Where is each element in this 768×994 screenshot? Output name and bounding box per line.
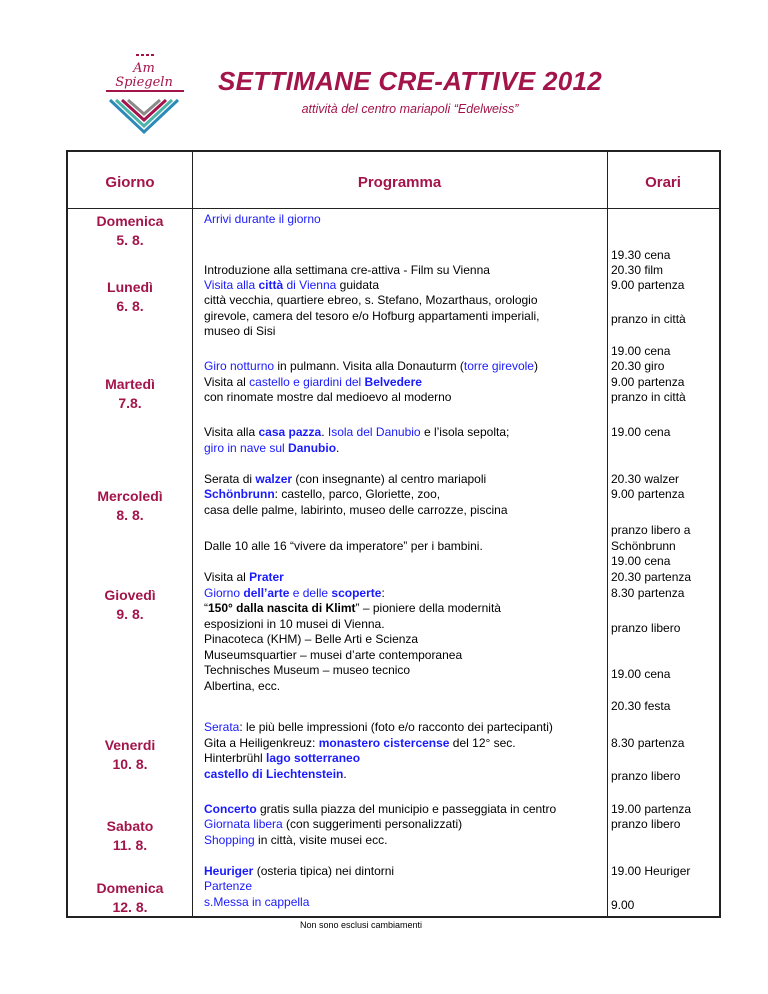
time-line: 8.30 partenza <box>611 736 685 750</box>
time-line: pranzo in città <box>611 312 686 326</box>
time-line: 20.30 walzer <box>611 472 680 486</box>
program-line: museo di Sisi <box>204 324 276 338</box>
program-line: Visita alla casa pazza. Isola del Danubio e l’isola sepolta; <box>204 425 510 439</box>
day-cell: Mercoledì 8. 8. <box>97 488 163 523</box>
time-line: 19.30 cena <box>611 248 671 262</box>
time-line: 9.00 partenza <box>611 375 685 389</box>
time-line: 19.00 cena <box>611 344 671 358</box>
time-line: Schönbrunn <box>611 539 676 553</box>
day-cell: Sabato 11. 8. <box>106 818 154 853</box>
time-line: pranzo libero <box>611 769 681 783</box>
program-line: Gita a Heiligenkreuz: monastero cistercense del 12° sec. <box>204 736 516 750</box>
time-line: 20.30 festa <box>611 699 671 713</box>
program-line: con rinomate mostre dal medioevo al moderno <box>204 390 452 404</box>
program-line: Schönbrunn: castello, parco, Gloriette, zoo, <box>204 487 441 501</box>
day-cell: Domenica 12. 8. <box>96 880 164 915</box>
time-line: 20.30 giro <box>611 359 665 373</box>
program-line: castello di Liechtenstein. <box>204 767 347 781</box>
program-line: s.Messa in cappella <box>204 895 310 909</box>
program-line: Concerto gratis sulla piazza del municipio e passeggiata in centro <box>204 802 557 816</box>
program-line: girevole, camera del tesoro e/o Hofburg appartamenti imperiali, <box>204 309 540 323</box>
program-line: Serata: le più belle impressioni (foto e/o racconto dei partecipanti) <box>204 720 553 734</box>
am-spiegeln-logo <box>96 50 206 136</box>
program-line: Albertina, ecc. <box>204 679 281 693</box>
program-line: Serata di walzer (con insegnante) al centro mariapoli <box>204 472 487 486</box>
time-line: pranzo libero a <box>611 523 691 537</box>
day-cell: Lunedì 6. 8. <box>107 279 153 314</box>
program-line: Visita al Prater <box>204 570 284 584</box>
program-line: Giro notturno in pulmann. Visita alla Donauturm (torre girevole) <box>204 359 538 373</box>
day-cell: Martedì 7.8. <box>105 376 155 411</box>
program-line: Shopping in città, visite musei ecc. <box>204 833 388 847</box>
footer-note: Non sono esclusi cambiamenti <box>300 920 423 930</box>
time-line: pranzo in città <box>611 390 686 404</box>
page-title: SETTIMANE CRE-ATTIVE 2012 <box>217 66 603 96</box>
time-line: 20.30 film <box>611 263 664 277</box>
time-line: 9.00 partenza <box>611 278 685 292</box>
time-line: 9.00 partenza <box>611 487 685 501</box>
time-line: 19.00 partenza <box>611 802 692 816</box>
time-line: 19.00 Heuriger <box>611 864 691 878</box>
program-line: Dalle 10 alle 16 “vivere da imperatore” per i bambini. <box>204 539 483 553</box>
header-divider <box>68 208 719 209</box>
header-day: Giorno <box>105 174 155 191</box>
program-line: Visita al castello e giardini del Belvedere <box>204 375 422 389</box>
program-line: giro in nave sul Danubio. <box>204 441 340 455</box>
time-line: 8.30 partenza <box>611 586 685 600</box>
program-line: città vecchia, quartiere ebreo, s. Stefano, Mozarthaus, orologio <box>204 293 538 307</box>
program-line: Arrivi durante il giorno <box>204 212 321 226</box>
program-line: Giornata libera (con suggerimenti personalizzati) <box>204 817 463 831</box>
time-line: pranzo libero <box>611 817 681 831</box>
svg-text:Am: Am <box>133 61 155 76</box>
column-divider <box>192 152 193 916</box>
program-line: Partenze <box>204 879 253 893</box>
schedule-table <box>66 150 721 918</box>
time-line: 19.00 cena <box>611 554 671 568</box>
program-line: Museumsquartier – musei d’arte contemporanea <box>204 648 463 662</box>
day-cell: Domenica 5. 8. <box>96 213 164 248</box>
header-program: Programma <box>357 174 442 191</box>
header-time: Orari <box>645 174 681 191</box>
time-line: 19.00 cena <box>611 667 671 681</box>
program-line: esposizioni in 10 musei di Vienna. <box>204 617 385 631</box>
time-line: 20.30 partenza <box>611 570 692 584</box>
program-line: Giorno dell’arte e delle scoperte: <box>204 586 385 600</box>
column-divider <box>607 152 608 916</box>
program-line: Hinterbrühl lago sotterraneo <box>204 751 361 765</box>
time-line: 19.00 cena <box>611 425 671 439</box>
time-line: 9.00 <box>611 898 635 912</box>
program-line: Pinacoteca (KHM) – Belle Arti e Scienza <box>204 632 419 646</box>
page-subtitle: attività del centro mariapoli “Edelweiss” <box>301 102 519 116</box>
time-line: pranzo libero <box>611 621 681 635</box>
svg-text:Spiegeln: Spiegeln <box>115 75 173 90</box>
program-line: Introduzione alla settimana cre-attiva - Film su Vienna <box>204 263 490 277</box>
day-cell: Giovedì 9. 8. <box>104 587 156 622</box>
program-line: casa delle palme, labirinto, museo delle carrozze, piscina <box>204 503 508 517</box>
program-line: Visita alla città di Vienna guidata <box>204 278 380 292</box>
program-line: Heuriger (osteria tipica) nei dintorni <box>204 864 395 878</box>
day-cell: Venerdi 10. 8. <box>104 737 156 772</box>
program-line: “150° dalla nascita di Klimt” – pioniere della modernità <box>204 601 501 615</box>
program-line: Technisches Museum – museo tecnico <box>204 663 411 677</box>
